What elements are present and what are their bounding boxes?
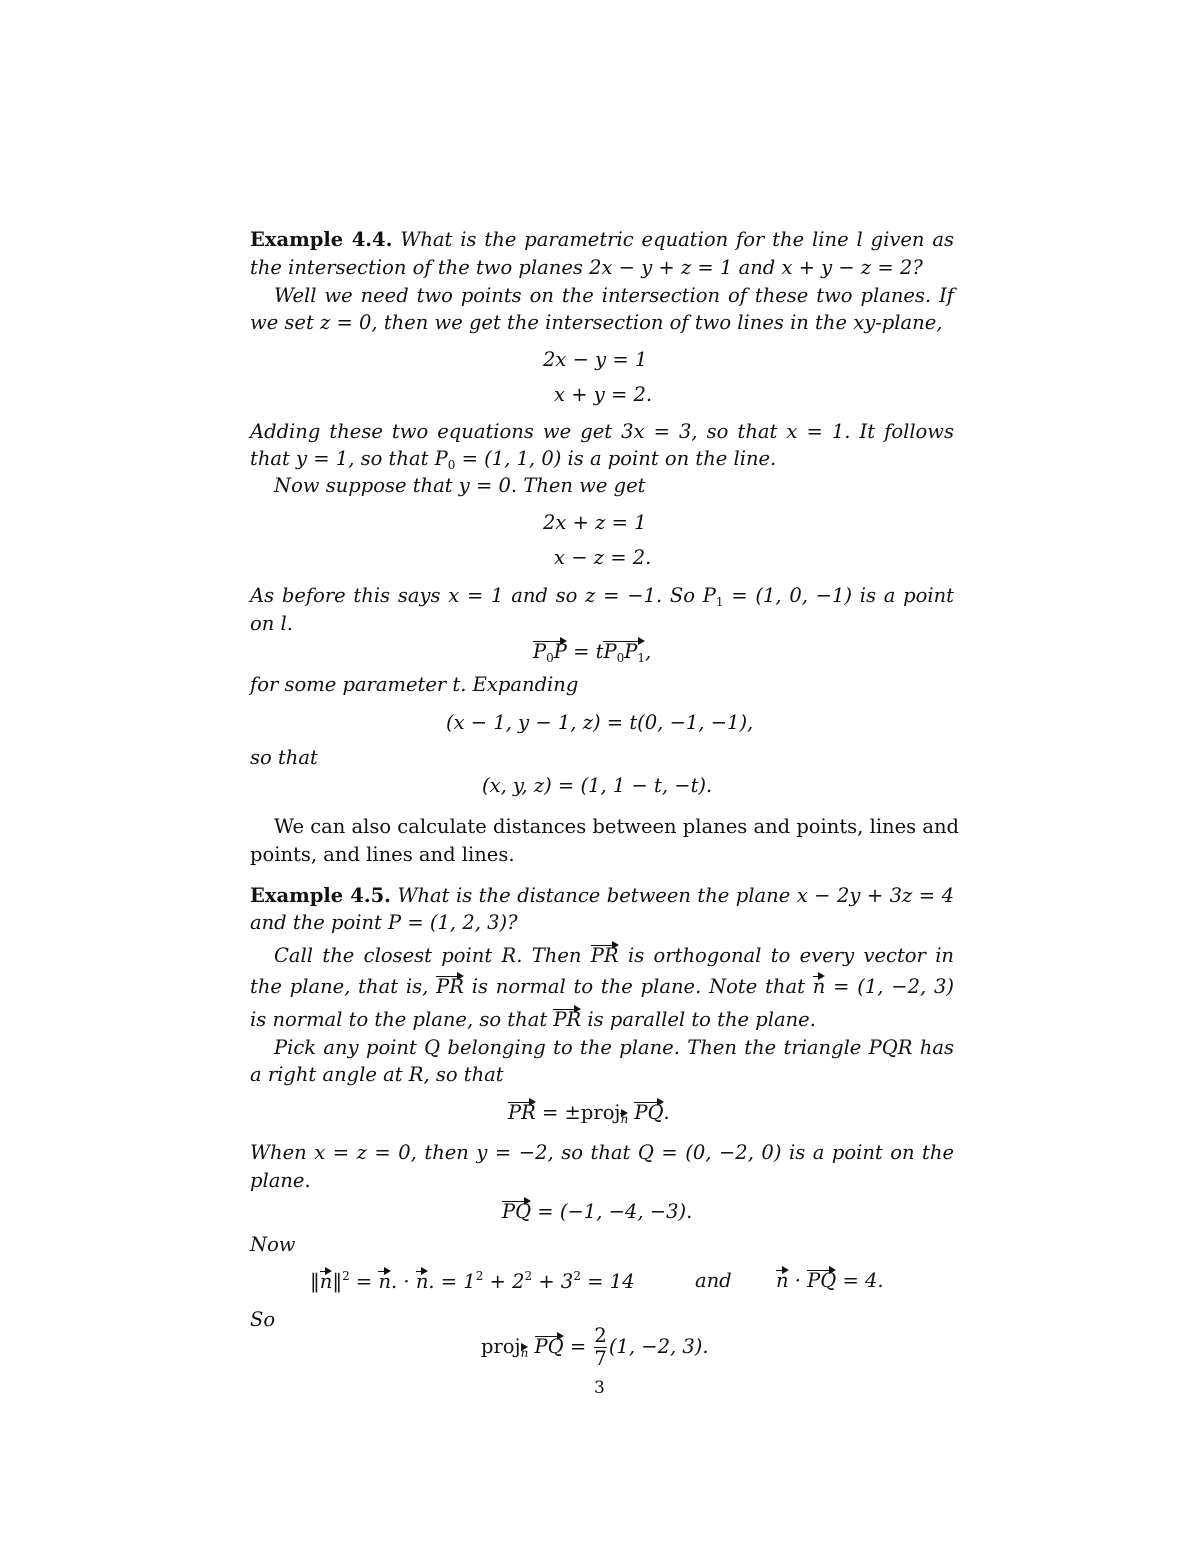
vector-arrow: n <box>415 1270 429 1293</box>
text-span: is orthogonal to every vector in <box>627 944 954 967</box>
equation-text: = <box>349 1270 379 1293</box>
symbol: P <box>533 640 547 663</box>
example-text: What is the distance between the plane x − 2y + 3z = 4 <box>397 884 955 907</box>
norm-bar: ‖ <box>310 1270 320 1293</box>
vector-arrow: n <box>812 975 826 998</box>
symbol: P <box>603 640 617 663</box>
vector-arrow: n <box>319 1270 333 1293</box>
vector-equation <box>502 1200 692 1223</box>
proj-operator: proj <box>481 1335 521 1358</box>
equation: x − z = 2. <box>554 546 652 569</box>
equation-text: = t <box>566 640 604 663</box>
text-span: that y = 1, so that P <box>250 447 448 470</box>
equation-text: (1, −2, 3). <box>608 1335 709 1358</box>
equation-text: + 3 <box>532 1270 574 1293</box>
fraction-denominator: 7 <box>594 1347 607 1370</box>
norm-bar: ‖ <box>332 1270 343 1293</box>
paragraph-line <box>250 1008 816 1031</box>
equation-text: · <box>788 1269 808 1292</box>
equation: 2x + z = 1 <box>543 511 647 534</box>
projection-result-equation <box>481 1325 709 1370</box>
subscript: 0 <box>447 458 456 472</box>
example-4-5-question-line1 <box>250 884 954 907</box>
text-span: is parallel to the plane. <box>587 1008 816 1031</box>
text-span: As before this says x = 1 and so z = −1. So P <box>250 584 716 607</box>
paragraph-line: so that <box>250 746 318 769</box>
superscript: 2 <box>573 1269 581 1283</box>
paragraph-line: points, and lines and lines. <box>250 843 515 866</box>
vector-arrow: n <box>620 1112 629 1126</box>
example-label: Example 4.5. <box>250 884 391 907</box>
equation-text: , <box>645 640 652 663</box>
fraction-numerator: 2 <box>594 1324 607 1347</box>
subscript: 0 <box>616 651 625 665</box>
equation: x + y = 2. <box>554 383 653 406</box>
vector-arrow: PR <box>436 975 464 998</box>
paragraph-line <box>250 584 954 609</box>
paragraph-line: When x = z = 0, then y = −2, so that Q = (0, −2, 0) is a point on the <box>250 1141 954 1164</box>
equation-connector: and <box>695 1269 732 1292</box>
vector-arrow: PR <box>590 944 619 967</box>
paragraph-line <box>274 944 954 967</box>
paragraph-line: Now <box>250 1233 296 1256</box>
paragraph-line: plane. <box>250 1169 311 1192</box>
example-4-5-question-line2: and the point P = (1, 2, 3)? <box>250 911 518 934</box>
dot-product-equation <box>776 1269 884 1292</box>
paragraph-line: Now suppose that y = 0. Then we get <box>274 474 646 497</box>
subscript: 0 <box>546 651 554 665</box>
vector-arrow: PQ <box>634 1101 664 1124</box>
paragraph-line: We can also calculate distances between planes and points, lines and <box>274 815 960 838</box>
equation: (x − 1, y − 1, z) = t(0, −1, −1), <box>446 711 754 734</box>
vector-arrow: PQ <box>502 1200 532 1223</box>
superscript: 2 <box>475 1269 484 1283</box>
equation-text: = ± <box>535 1101 581 1124</box>
equation-text: + 2 <box>483 1270 525 1293</box>
projection-equation <box>508 1101 670 1126</box>
example-text: What is the parametric equation for the line l given as <box>400 228 955 251</box>
vector-arrow: PQ <box>807 1269 837 1292</box>
paragraph-line: a right angle at R, so that <box>250 1063 504 1086</box>
vector-arrow: n <box>776 1269 789 1292</box>
vector-arrow: PR <box>553 1008 582 1031</box>
paragraph-line: on l. <box>250 612 293 635</box>
text-span: = (1, −2, 3) <box>825 975 955 998</box>
paragraph-line <box>250 975 954 998</box>
text-span: Call the closest point R. Then <box>274 944 582 967</box>
text-span: is normal to the plane, so that <box>250 1008 548 1031</box>
paragraph-line: Well we need two points on the intersection of these two planes. If <box>274 284 954 307</box>
proj-operator: proj <box>580 1101 621 1124</box>
page-number: 3 <box>594 1378 605 1398</box>
equation-text: = <box>563 1335 593 1358</box>
superscript: 2 <box>342 1269 350 1283</box>
paragraph-line: Adding these two equations we get 3x = 3, so that x = 1. It follows <box>250 420 954 443</box>
example-4-4-question-line1 <box>250 228 954 251</box>
equation-text: = (−1, −4, −3). <box>531 1200 693 1223</box>
fraction <box>594 1325 606 1370</box>
symbol: P <box>553 640 567 663</box>
subscript: 1 <box>637 651 645 665</box>
paragraph-line: So <box>250 1308 276 1331</box>
text-span: = (1, 1, 0) is a point on the line. <box>455 447 777 470</box>
equation-text: = 14 <box>580 1270 635 1293</box>
norm-equation <box>310 1269 635 1293</box>
text-span: = (1, 0, −1) is a point <box>723 584 954 607</box>
paragraph-line: Pick any point Q belonging to the plane. Then the triangle PQR has <box>274 1036 954 1059</box>
equation-text: = 4. <box>836 1269 884 1292</box>
superscript: 2 <box>524 1269 533 1283</box>
vector-equation <box>533 640 651 665</box>
vector-arrow: n <box>378 1270 392 1293</box>
equation-text: . <box>663 1101 670 1124</box>
vector-arrow: n <box>520 1346 529 1360</box>
text-span: is normal to the plane. Note that <box>471 975 805 998</box>
vector-arrow: PR <box>508 1101 536 1124</box>
example-label: Example 4.4. <box>250 228 393 251</box>
example-4-4-question-line2: the intersection of the two planes 2x − y + z = 1 and x + y − z = 2? <box>250 256 923 279</box>
equation: 2x − y = 1 <box>543 348 648 371</box>
paragraph-line <box>250 447 776 472</box>
equation-text: . = 1 <box>428 1270 476 1293</box>
paragraph-line: we set z = 0, then we get the intersection of two lines in the xy-plane, <box>250 311 943 334</box>
subscript: 1 <box>715 595 724 609</box>
document-page <box>250 0 960 1553</box>
symbol: P <box>624 640 638 663</box>
equation: (x, y, z) = (1, 1 − t, −t). <box>482 774 713 797</box>
vector-arrow <box>603 640 645 665</box>
equation-text: . · <box>391 1270 416 1293</box>
text-span: the plane, that is, <box>250 975 429 998</box>
vector-arrow: PQ <box>534 1335 564 1358</box>
vector-arrow <box>533 640 567 665</box>
paragraph-line: for some parameter t. Expanding <box>250 673 579 696</box>
